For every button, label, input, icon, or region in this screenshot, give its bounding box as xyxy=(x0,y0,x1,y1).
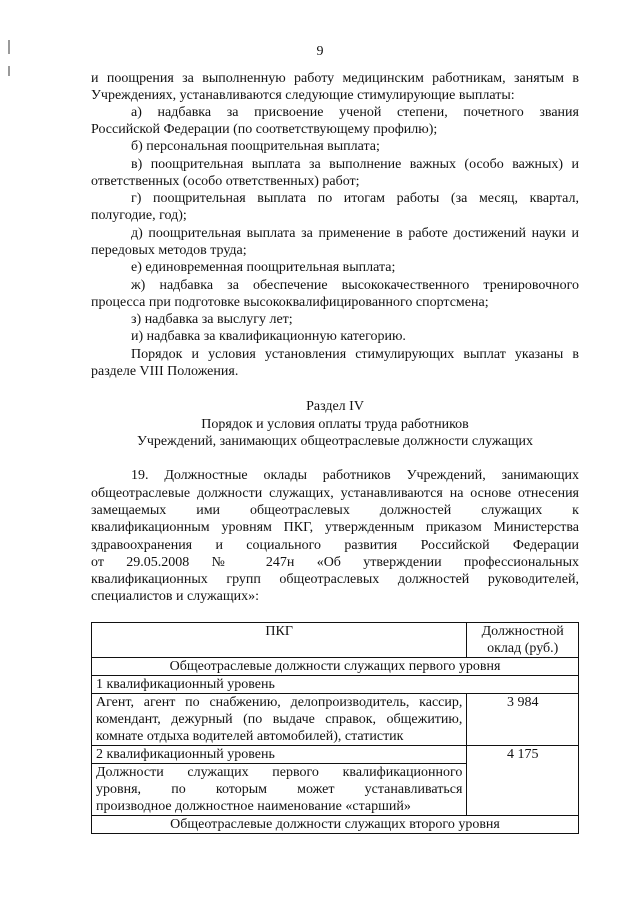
header-pkg: ПКГ xyxy=(265,624,293,639)
list-item-continuation: процесса при подготовке высококвалифицированного спортсмена; xyxy=(91,295,489,310)
paragraph-line: замещаемых ими общеотраслевых должностей служащих к xyxy=(91,503,579,518)
paragraph-line: разделе VIII Положения. xyxy=(91,364,239,379)
paragraph-line: общеотраслевые должности служащих, устанавливаются на основе отнесения xyxy=(91,486,579,501)
header-pkg-cell xyxy=(92,623,467,658)
list-item-continuation: ответственных (особо ответственных) работ; xyxy=(91,174,360,189)
salary-value: 4 175 xyxy=(467,746,579,816)
position-line: Агент, агент по снабжению, делопроизводитель, кассир, xyxy=(96,695,463,710)
list-item-continuation: передовых методов труда; xyxy=(91,243,247,258)
list-item: ж) надбавка за обеспечение высококачественного тренировочного xyxy=(131,278,579,293)
salary-table xyxy=(91,622,579,834)
position-line: Должности служащих первого квалификационного xyxy=(96,765,463,780)
table-header-row xyxy=(92,623,579,658)
paragraph-line: от 29.05.2008 № 247н «Об утверждении профессиональных xyxy=(91,555,579,570)
level-title: 1 квалификационный уровень xyxy=(92,676,579,694)
paragraph-line: здравоохранения и социального развития Российской Федерации xyxy=(91,538,579,553)
paragraph-line: Порядок и условия установления стимулирующих выплат указаны в xyxy=(131,347,579,362)
paragraph-line: 19. Должностные оклады работников Учреждений, занимающих xyxy=(131,468,579,483)
position-line: уровня, по которым может устанавливаться xyxy=(96,782,463,797)
list-item: и) надбавка за квалификационную категорию. xyxy=(131,329,406,344)
table-row xyxy=(92,746,579,764)
header-salary-cell xyxy=(467,623,579,658)
scan-edge-mark xyxy=(8,66,10,76)
list-item-continuation: полугодие, год); xyxy=(91,208,187,223)
positions-cell xyxy=(92,764,467,816)
list-item-continuation: Российской Федерации (по соответствующему профилю); xyxy=(91,122,438,137)
group-title: Общеотраслевые должности служащих первого уровня xyxy=(92,658,579,676)
header-salary-line: оклад (руб.) xyxy=(487,641,559,656)
table-group-row xyxy=(92,816,579,834)
table-row xyxy=(92,676,579,694)
paragraph-line: квалификационных групп общеотраслевых должностей руководителей, xyxy=(91,572,579,587)
level-title: 2 квалификационный уровень xyxy=(92,746,467,764)
paragraph-line: Учреждениях, устанавливаются следующие стимулирующие выплаты: xyxy=(91,88,515,103)
position-line: комнате отдыха водителей автомобилей), статистик xyxy=(96,729,404,744)
list-item: б) персональная поощрительная выплата; xyxy=(131,139,380,154)
table-row xyxy=(92,694,579,746)
list-item: в) поощрительная выплата за выполнение важных (особо важных) и xyxy=(131,157,579,172)
list-item: з) надбавка за выслугу лет; xyxy=(131,312,293,327)
paragraph-line: квалификационным уровням ПКГ, утвержденным приказом Министерства xyxy=(91,520,579,535)
group-title: Общеотраслевые должности служащих второго уровня xyxy=(92,816,579,834)
list-item: а) надбавка за присвоение ученой степени, почетного звания xyxy=(131,105,579,120)
salary-value: 3 984 xyxy=(467,694,579,746)
paragraph-line: специалистов и служащих»: xyxy=(91,589,260,604)
positions-cell xyxy=(92,694,467,746)
section-subtitle: Учреждений, занимающих общеотраслевые должности служащих xyxy=(136,434,534,449)
list-item: д) поощрительная выплата за применение в работе достижений науки и xyxy=(131,226,579,241)
page-number: 9 xyxy=(316,44,324,59)
table-group-row xyxy=(92,658,579,676)
paragraph-line: и поощрения за выполненную работу медицинским работникам, занятым в xyxy=(91,71,579,86)
section-title: Раздел IV xyxy=(306,399,364,414)
position-line: производное должностное наименование «старший» xyxy=(96,799,411,814)
list-item: е) единовременная поощрительная выплата; xyxy=(131,260,396,275)
list-item: г) поощрительная выплата по итогам работы (за месяц, квартал, xyxy=(131,191,579,206)
section-subtitle: Порядок и условия оплаты труда работников xyxy=(201,417,469,432)
position-line: комендант, дежурный (по выдаче справок, общежитию, xyxy=(96,712,463,727)
header-salary-line: Должностной xyxy=(481,624,564,639)
